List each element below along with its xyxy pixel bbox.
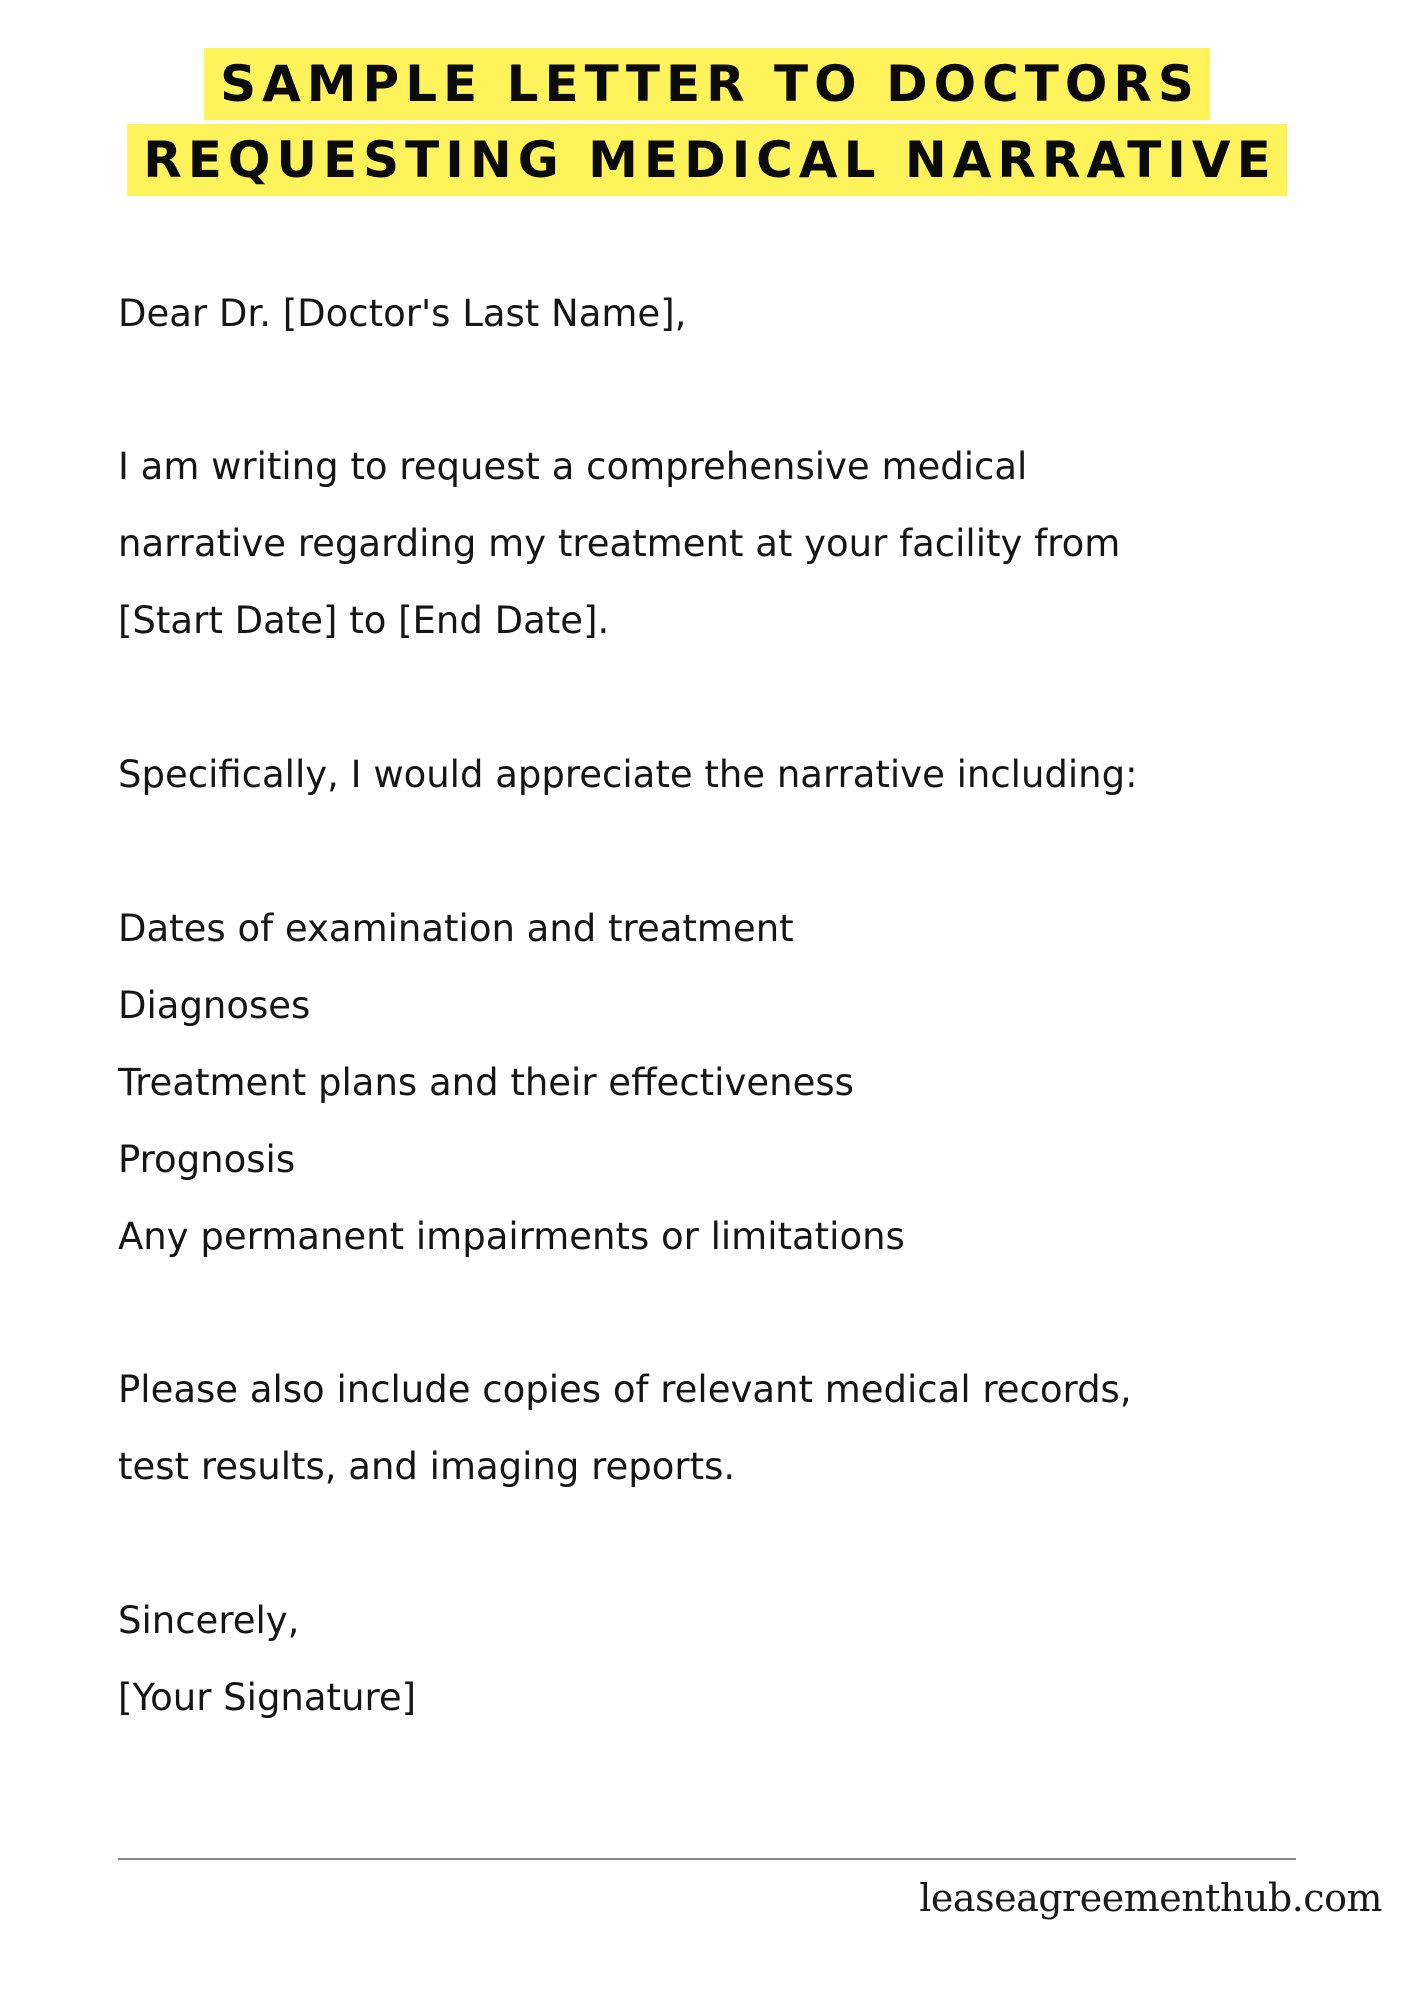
letter-paragraph-request [118,428,1120,659]
letter-paragraph-specifics: Specifically, I would appreciate the narrative including: [118,753,1138,796]
letter-signature: [Your Signature] [118,1676,417,1719]
paragraph-line: [Start Date] to [End Date]. [118,599,610,642]
paragraph-line: test results, and imaging reports. [118,1445,736,1488]
footer-divider [118,1858,1296,1860]
list-item: Diagnoses [118,984,311,1027]
list-item: Treatment plans and their effectiveness [118,1061,854,1104]
paragraph-line: narrative regarding my treatment at your facility from [118,522,1121,565]
list-item: Dates of examination and treatment [118,907,794,950]
letter-closing-block [118,1582,416,1736]
page-title-line-2: REQUESTING MEDICAL NARRATIVE [127,124,1287,196]
footer-site-name: leaseagreementhub.com [919,1876,1382,1920]
paragraph-line: I am writing to request a comprehensive medical [118,445,1028,488]
paragraph-line: Please also include copies of relevant medical records, [118,1368,1132,1411]
page-title-line-1: SAMPLE LETTER TO DOCTORS [204,48,1210,120]
requested-items-list [118,890,905,1275]
letter-paragraph-records [118,1351,1132,1505]
list-item: Any permanent impairments or limitations [118,1215,905,1258]
letter-greeting: Dear Dr. [Doctor's Last Name], [118,292,687,335]
letter-closing: Sincerely, [118,1599,300,1642]
list-item: Prognosis [118,1138,296,1181]
